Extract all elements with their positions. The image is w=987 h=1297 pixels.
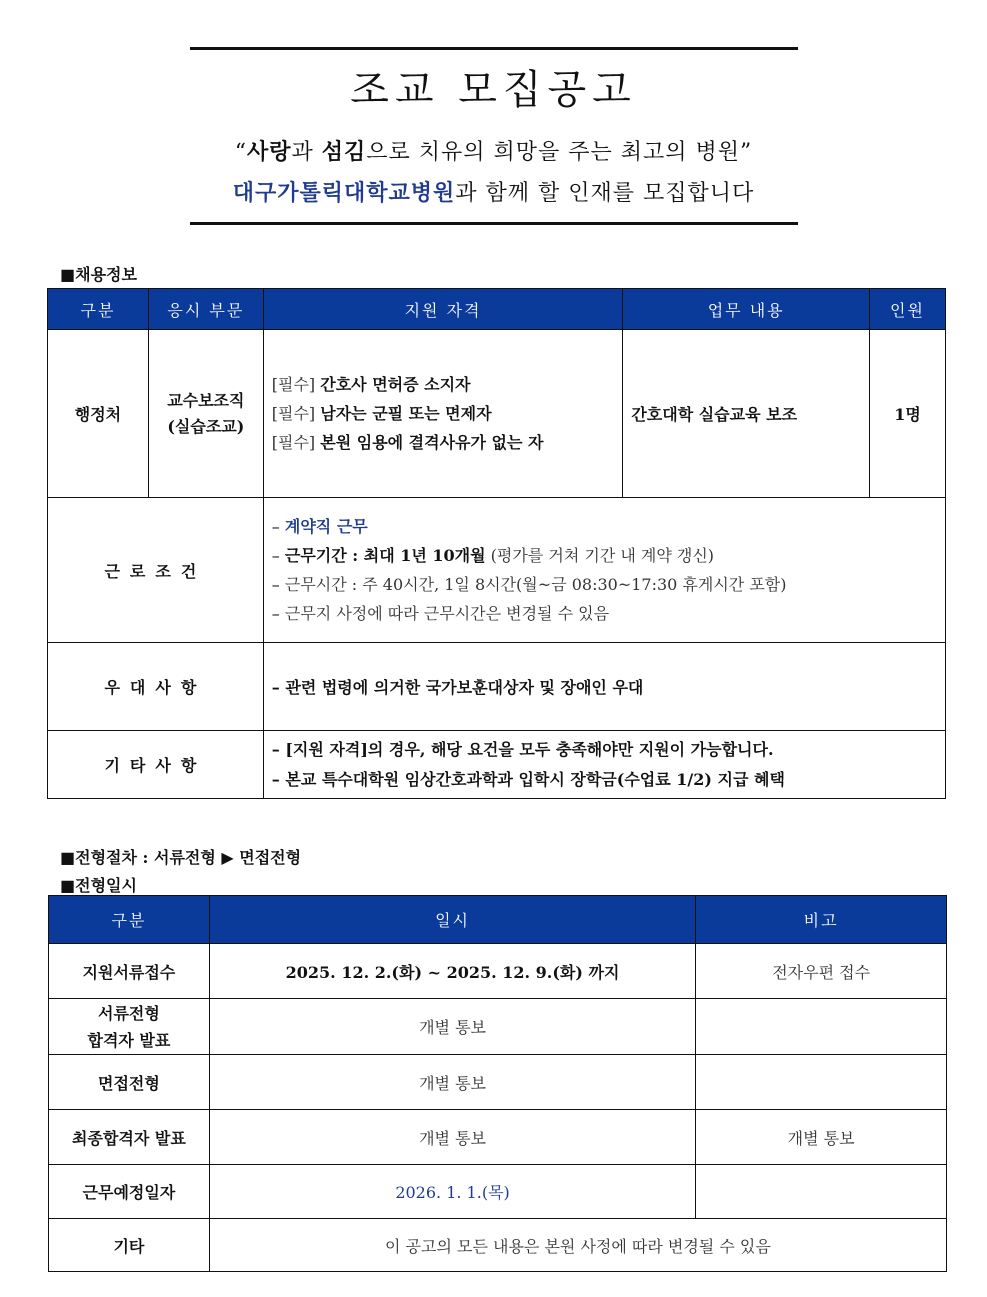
table-row	[49, 1219, 947, 1272]
row-date: 이 공고의 모든 내용은 본원 사정에 따라 변경될 수 있음	[209, 1219, 946, 1272]
recruit-section-label: ■채용정보	[60, 265, 137, 284]
header-note: 비고	[696, 896, 947, 944]
bottom-rule	[190, 222, 798, 225]
condition-item: – 근무지 사정에 따라 근무시간은 변경될 수 있음	[271, 604, 610, 623]
row-label: 면접전형	[49, 1055, 210, 1110]
row-label: 지원서류접수	[49, 944, 210, 999]
table-row	[49, 944, 947, 999]
header-category: 구분	[49, 896, 210, 944]
row-date: 2026. 1. 1.(목)	[209, 1165, 695, 1219]
qualification-item: [필수] 간호사 면허증 소지자	[271, 375, 471, 394]
schedule-header-row	[49, 896, 947, 944]
header-count: 인원	[870, 289, 946, 330]
hospital-line: 대구가톨릭대학교병원과 함께 할 인재를 모집합니다	[232, 180, 755, 206]
dept-cell: 행정처	[48, 330, 149, 498]
row-note	[696, 1055, 947, 1110]
page-title: 조교 모집공고	[350, 67, 637, 113]
row-date: 개별 통보	[209, 1055, 695, 1110]
conditions-cell	[263, 498, 945, 643]
conditions-label: 근로조건	[48, 498, 264, 643]
condition-item: – 근무기간 : 최대 1년 10개월 (평가를 거쳐 기간 내 계약 갱신)	[271, 546, 715, 565]
hospital-name: 대구가톨릭대학교병원	[232, 180, 456, 206]
etc-cell	[263, 731, 945, 799]
header-field: 응시 부문	[148, 289, 263, 330]
row-note: 전자우편 접수	[696, 944, 947, 999]
duty-cell: 간호대학 실습교육 보조	[623, 330, 870, 498]
count-cell: 1명	[870, 330, 946, 498]
field-cell: 교수보조직 (실습조교)	[148, 330, 263, 498]
header-date: 일시	[209, 896, 695, 944]
table-row	[49, 1055, 947, 1110]
condition-item: – 근무시간 : 주 40시간, 1일 8시간(월~금 08:30~17:30 휴게시간 포함)	[271, 575, 787, 594]
etc-label: 기타사항	[48, 731, 264, 799]
row-label: 근무예정일자	[49, 1165, 210, 1219]
schedule-section-label: ■전형일시	[60, 876, 137, 895]
recruit-table	[47, 288, 946, 799]
recruit-row	[48, 330, 946, 498]
recruit-header-row	[48, 289, 946, 330]
conditions-row	[48, 498, 946, 643]
header-category: 구분	[48, 289, 149, 330]
etc-item: – [지원 자격]의 경우, 해당 요건을 모두 충족해야만 지원이 가능합니다.	[271, 739, 774, 759]
qualification-item: [필수] 남자는 군필 또는 면제자	[271, 404, 492, 423]
schedule-table	[48, 895, 947, 1272]
table-row	[49, 1165, 947, 1219]
header-duty: 업무 내용	[623, 289, 870, 330]
header-qualification: 지원 자격	[263, 289, 623, 330]
row-date: 2025. 12. 2.(화) ~ 2025. 12. 9.(화) 까지	[209, 944, 695, 999]
row-note: 개별 통보	[696, 1110, 947, 1165]
etc-row	[48, 731, 946, 799]
row-note	[696, 999, 947, 1055]
row-label: 기타	[49, 1219, 210, 1272]
process-label: ■전형절차 : 서류전형 ▶ 면접전형	[60, 848, 302, 867]
preference-label: 우대사항	[48, 643, 264, 731]
qualification-cell	[263, 330, 623, 498]
row-date: 개별 통보	[209, 999, 695, 1055]
condition-item: – 계약직 근무	[271, 517, 368, 536]
top-rule	[190, 47, 798, 50]
qualification-item: [필수] 본원 임용에 결격사유가 없는 자	[271, 433, 544, 452]
preference-cell: – 관련 법령에 의거한 국가보훈대상자 및 장애인 우대	[263, 643, 945, 731]
table-row	[49, 999, 947, 1055]
row-label: 서류전형 합격자 발표	[49, 999, 210, 1055]
row-date: 개별 통보	[209, 1110, 695, 1165]
row-label: 최종합격자 발표	[49, 1110, 210, 1165]
row-note	[696, 1165, 947, 1219]
preference-row	[48, 643, 946, 731]
etc-item: – 본교 특수대학원 임상간호과학과 입학시 장학금(수업료 1/2) 지급 혜택	[271, 769, 785, 789]
table-row	[49, 1110, 947, 1165]
slogan-line: “사랑과 섬김으로 치유의 희망을 주는 최고의 병원”	[234, 139, 753, 165]
